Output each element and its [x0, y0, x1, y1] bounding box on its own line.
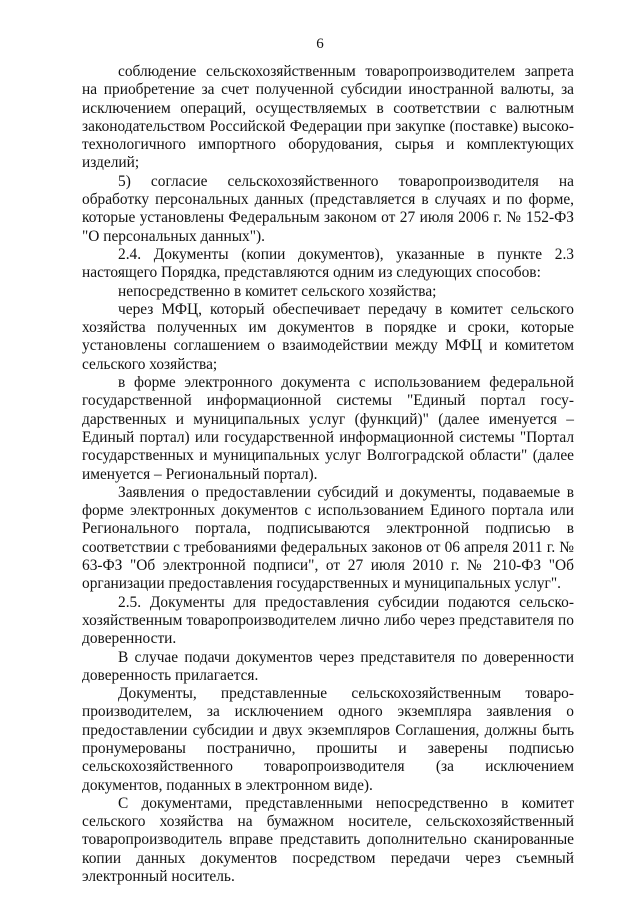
paragraph-2-5-personal-submission: 2.5. Документы для предоставления субсидии подаются сельско-хозяйственным товаропроизводителем лично либо через представителя по доверенности. [82, 593, 574, 648]
paragraph-mfc-submission: через МФЦ, который обеспечивает передачу в комитет сельского хозяйства полученных им документов в порядке и сроки, которые установлены соглашением о взаимодействии между МФЦ и комитетом сельского хозяйства; [82, 300, 574, 373]
paragraph-direct-submission: непосредственно в комитет сельского хозяйства; [118, 282, 437, 300]
paragraph-electronic-submission: в форме электронного документа с использованием федеральной государственной информационной системы "Единый портал госу-дарственных и муниципальных услуг (функций)" (далее именуется – Единый портал) или государственной информационной системы "Портал государственных и муниципальных услуг Волгоградской области" (далее именуется – Региональный портал). [82, 374, 574, 483]
paragraph-document-binding: Документы, представленные сельскохозяйственным товаро-производителем, за исключением одного экземпляра заявления о предоставлении субсидии и двух экземпляров Соглашения, должны быть пронумерованы постранично, прошиты и заверены подписью сельскохозяйственного товаропроизводителя (за исключением документов, поданных в электронном виде). [82, 685, 574, 794]
page-number: 6 [316, 36, 324, 52]
document-body [82, 63, 574, 886]
paragraph-power-of-attorney: В случае подачи документов через представителя по доверенности доверенность прилагается. [82, 648, 574, 684]
paragraph-purchase-restriction: соблюдение сельскохозяйственным товаропроизводителем запрета на приобретение за счет полученной субсидии иностранной валюты, за исключением операций, осуществляемых в соответствии с валютным законодательством Российской Федерации при закупке (поставке) высоко-технологичного импортного оборудования, сырья и комплектующих изделий; [82, 63, 574, 172]
paragraph-personal-data-consent: 5) согласие сельскохозяйственного товаропроизводителя на обработку персональных данных (представляется в случаях и по форме, которые установлены Федеральным законом от 27 июля 2006 г. № 152-ФЗ "О персональных данных"). [82, 172, 574, 245]
paragraph-electronic-signature: Заявления о предоставлении субсидий и документы, подаваемые в форме электронных документов с использованием Единого портала или Регионального портала, подписываются электронной подписью в соответствии с требованиями федеральных законов от 06 апреля 2011 г. № 63-ФЗ "Об электронной подписи", от 27 июля 2010 г. № 210-ФЗ "Об организации предоставления государственных и муниципальных услуг". [82, 483, 574, 593]
paragraph-scanned-copies: С документами, представленными непосредственно в комитет сельского хозяйства на бумажном носителе, сельскохозяйственный товаропроизводитель вправе представить дополнительно сканированные копии данных документов посредством передачи через съемный электронный носитель. [82, 794, 574, 886]
paragraph-2-4-submission-methods: 2.4. Документы (копии документов), указанные в пункте 2.3 настоящего Порядка, представляются одним из следующих способов: [82, 245, 574, 282]
